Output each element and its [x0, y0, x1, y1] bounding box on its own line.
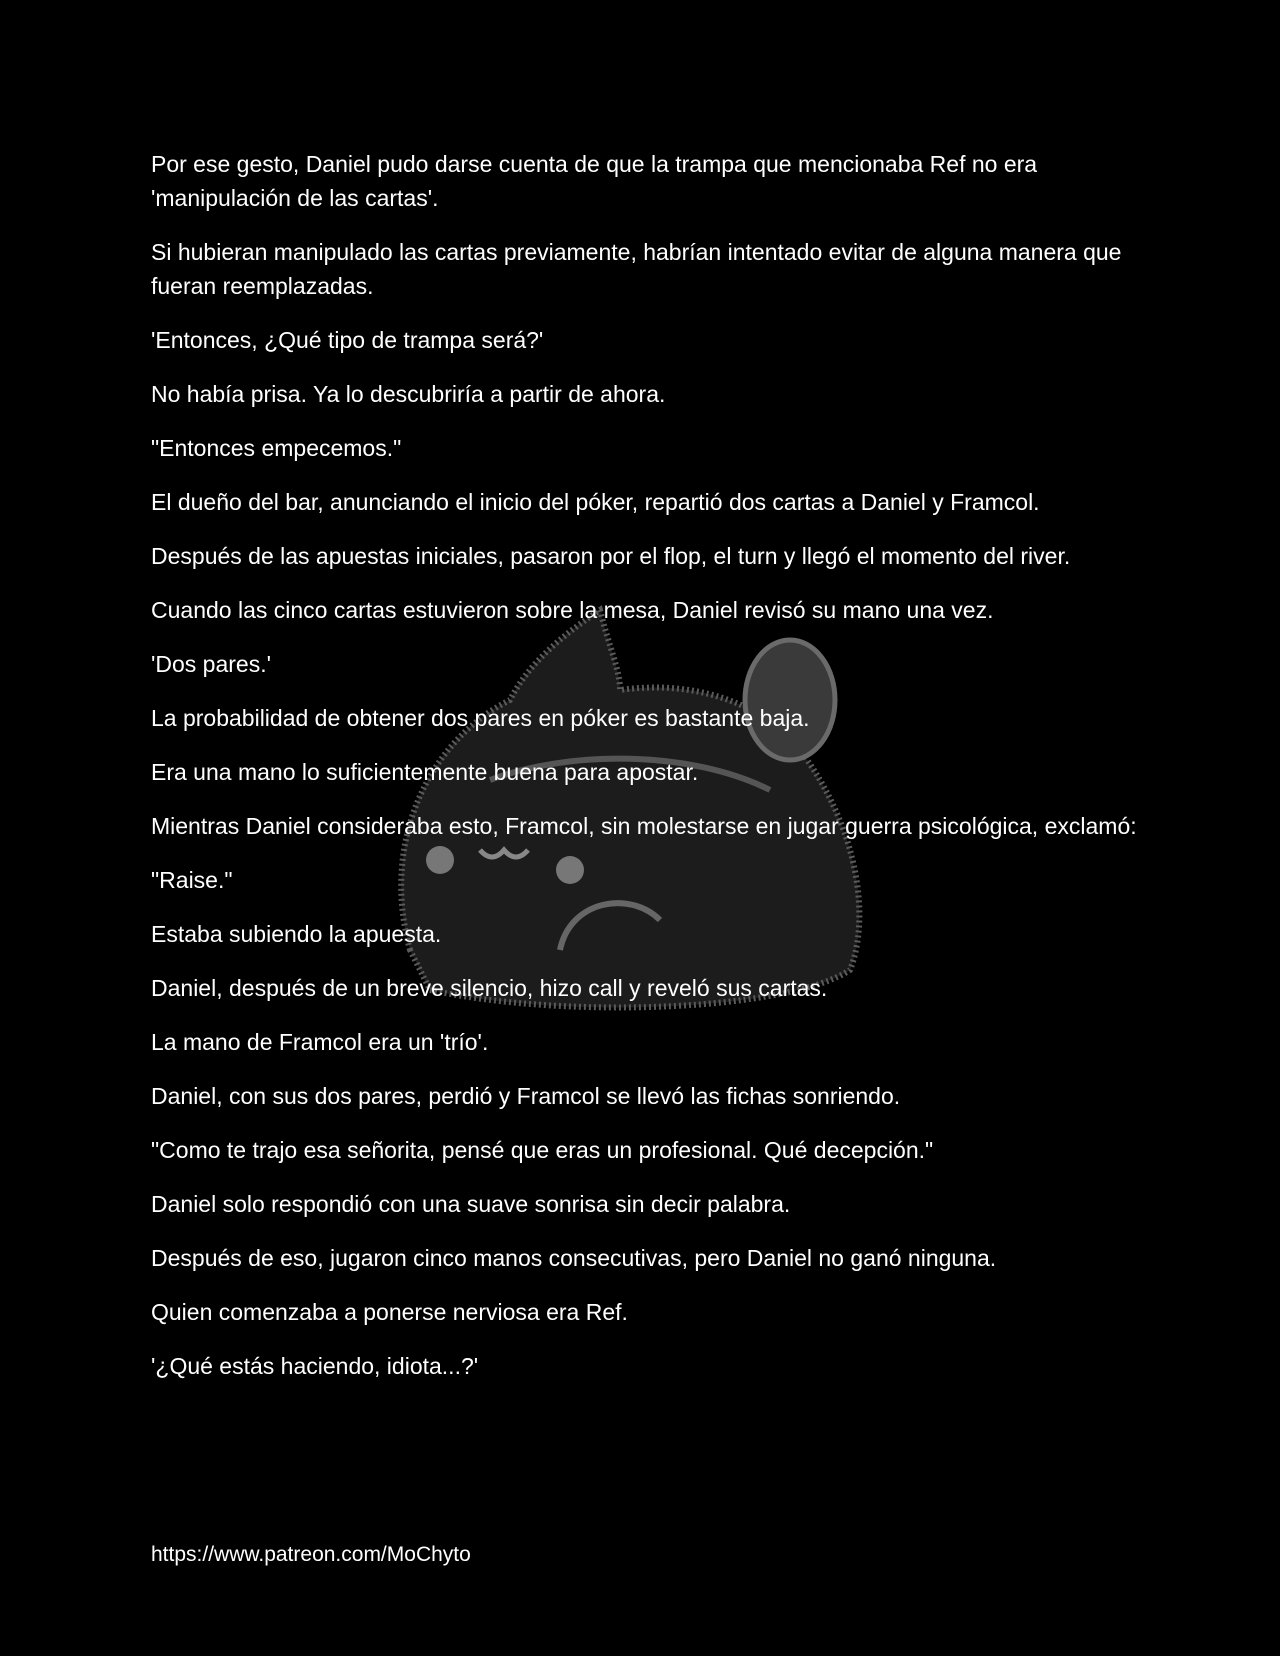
paragraph: El dueño del bar, anunciando el inicio del póker, repartió dos cartas a Daniel y Framcol.	[151, 489, 1040, 515]
paragraph: Después de las apuestas iniciales, pasaron por el flop, el turn y llegó el momento del river.	[151, 543, 1071, 569]
paragraph: La mano de Framcol era un 'trío'.	[151, 1029, 489, 1055]
paragraph: No había prisa. Ya lo descubriría a partir de ahora.	[151, 381, 666, 407]
paragraph: 'Entonces, ¿Qué tipo de trampa será?'	[151, 327, 544, 353]
paragraph: Era una mano lo suficientemente buena para apostar.	[151, 759, 699, 785]
paragraph: Quien comenzaba a ponerse nerviosa era Ref.	[151, 1299, 628, 1325]
paragraph: Daniel, con sus dos pares, perdió y Framcol se llevó las fichas sonriendo.	[151, 1083, 901, 1109]
story-text	[151, 147, 1141, 1403]
paragraph: Después de eso, jugaron cinco manos consecutivas, pero Daniel no ganó ninguna.	[151, 1245, 997, 1271]
paragraph: Mientras Daniel consideraba esto, Framcol, sin molestarse en jugar guerra psicológica, exclamó:	[151, 813, 1137, 839]
paragraph: Cuando las cinco cartas estuvieron sobre la mesa, Daniel revisó su mano una vez.	[151, 597, 994, 623]
patreon-link[interactable]: https://www.patreon.com/MoChyto	[151, 1543, 471, 1566]
paragraph: "Raise."	[151, 867, 233, 893]
paragraph: Por ese gesto, Daniel pudo darse cuenta de que la trampa que mencionaba Ref no era 'manipulación de las cartas'.	[151, 151, 1038, 211]
paragraph: Daniel, después de un breve silencio, hizo call y reveló sus cartas.	[151, 975, 828, 1001]
paragraph: Daniel solo respondió con una suave sonrisa sin decir palabra.	[151, 1191, 791, 1217]
paragraph: Estaba subiendo la apuesta.	[151, 921, 442, 947]
paragraph: Si hubieran manipulado las cartas previamente, habrían intentado evitar de alguna manera que fueran reemplazadas.	[151, 239, 1122, 299]
paragraph: 'Dos pares.'	[151, 651, 271, 677]
paragraph: La probabilidad de obtener dos pares en póker es bastante baja.	[151, 705, 810, 731]
paragraph: "Como te trajo esa señorita, pensé que eras un profesional. Qué decepción."	[151, 1137, 934, 1163]
paragraph: '¿Qué estás haciendo, idiota...?'	[151, 1353, 479, 1379]
paragraph: "Entonces empecemos."	[151, 435, 402, 461]
